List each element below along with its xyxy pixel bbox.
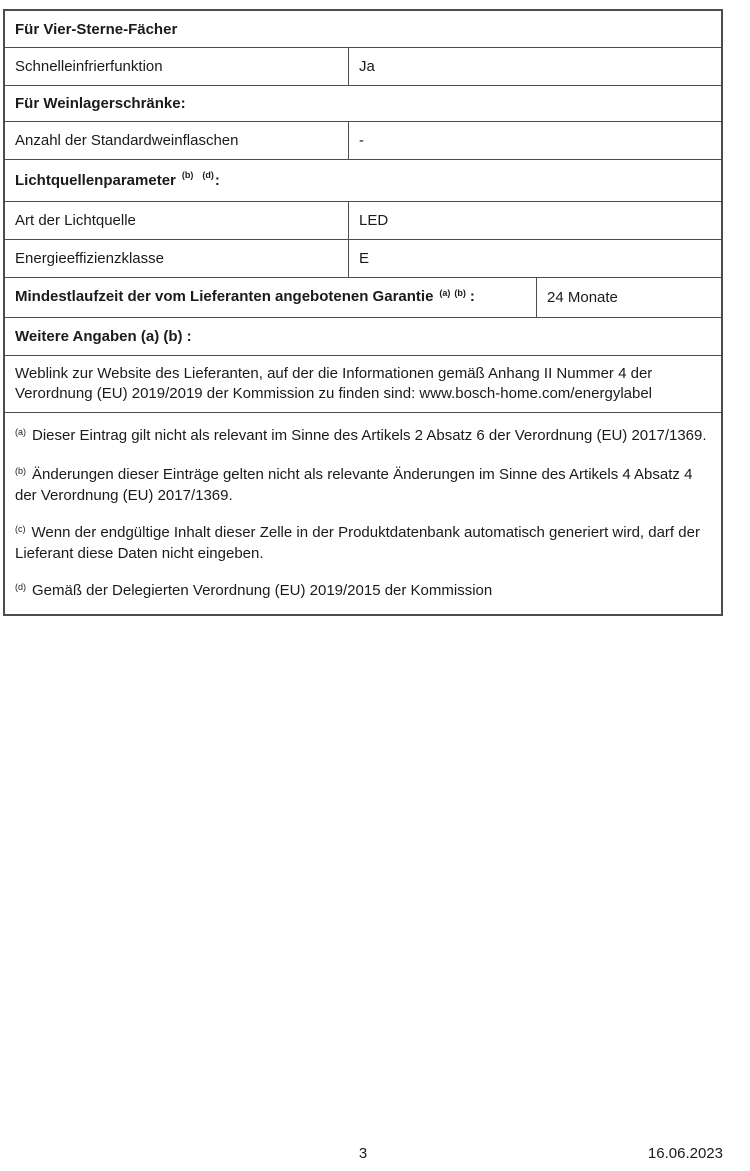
footnote-marker-d: (d) — [15, 581, 26, 592]
section-label — [5, 160, 721, 201]
row-label — [5, 122, 349, 159]
footnote-marker-b: (b) — [15, 465, 26, 476]
footnote-text: Änderungen dieser Einträge gelten nicht als relevante Änderungen im Sinne des Artikels 4 Absatz 4 der Verordnung (EU) 2017/1369. — [15, 465, 693, 504]
row-value — [349, 48, 721, 85]
section-label — [5, 318, 721, 355]
footnote-b — [15, 465, 709, 506]
footnote-ref-b: (b) — [454, 288, 466, 298]
section-label — [5, 11, 721, 47]
footnote-text: Gemäß der Delegierten Verordnung (EU) 2019/2015 der Kommission — [32, 581, 493, 599]
row-label — [5, 202, 349, 239]
footnote-text: Wenn der endgültige Inhalt dieser Zelle in der Produktdatenbank automatisch generiert wird, darf der Lieferant diese Daten nicht eingeben. — [15, 523, 700, 562]
footnote-a — [15, 426, 709, 448]
row-label — [5, 278, 537, 317]
row-value-text: E — [359, 250, 370, 267]
row-value — [349, 240, 721, 277]
row-weblink — [5, 355, 721, 412]
footnote-ref-a: (a) — [439, 288, 451, 298]
row-fast-freeze — [5, 47, 721, 85]
row-wine-bottles — [5, 121, 721, 159]
section-row-additional-info — [5, 317, 721, 355]
row-value — [349, 122, 721, 159]
section-label-text: Lichtquellenparameter — [15, 172, 176, 189]
section-row-wine-storage — [5, 85, 721, 121]
row-value — [349, 202, 721, 239]
section-label-text: Für Vier-Sterne-Fächer — [15, 20, 178, 38]
row-label-colon: : — [469, 288, 475, 305]
row-guarantee — [5, 277, 721, 317]
row-value-text: Ja — [359, 58, 375, 75]
section-label-text: Für Weinlagerschränke: — [15, 95, 186, 112]
row-label-text: Mindestlaufzeit der vom Lieferanten angebotenen Garantie $^{(a)}$ $^{(b)}$ : — [15, 288, 475, 305]
row-value — [537, 278, 721, 317]
row-energy-class — [5, 239, 721, 277]
row-light-type — [5, 201, 721, 239]
row-value-text: - — [359, 132, 364, 149]
footnote-c — [15, 523, 709, 564]
section-label-text: Weitere Angaben (a) (b) : — [15, 328, 192, 345]
row-label-text: Energieeffizienzklasse — [15, 250, 164, 267]
footnote-marker-c: (c) — [15, 523, 26, 534]
weblink-text: Weblink zur Website des Lieferanten, auf der die Informationen gemäß Anhang II Nummer 4 der Verordnung (EU) 2019/2019 der Kommission zu finden sind: www.bosch-home.com/energylabel — [15, 365, 653, 402]
footnotes-block — [5, 413, 721, 614]
row-label — [5, 48, 349, 85]
row-label-text: Schnelleinfrierfunktion — [15, 58, 163, 75]
footnote-text: Dieser Eintrag gilt nicht als relevant im Sinne des Artikels 2 Absatz 6 der Verordnung (EU) 2017/1369. — [32, 427, 707, 444]
row-value-text: LED — [359, 212, 389, 229]
row-value-text: 24 Monate — [547, 289, 618, 306]
page-number: 3 — [358, 1145, 368, 1162]
document-date: 16.06.2023 — [647, 1145, 723, 1162]
section-row-light-source — [5, 159, 721, 201]
product-data-table — [3, 9, 723, 616]
footnote-d — [15, 581, 709, 603]
footnote-marker-a: (a) — [15, 427, 26, 437]
row-label — [5, 240, 349, 277]
row-label-text: Art der Lichtquelle — [15, 212, 136, 229]
footnote-ref-b: (b) — [181, 170, 194, 180]
section-row-four-star — [5, 11, 721, 47]
row-footnotes — [5, 412, 721, 614]
footnote-ref-d: (d) — [202, 170, 214, 180]
section-label-colon: : — [214, 172, 220, 189]
row-label-text: Anzahl der Standardweinflaschen — [15, 132, 239, 149]
section-label — [5, 86, 721, 121]
